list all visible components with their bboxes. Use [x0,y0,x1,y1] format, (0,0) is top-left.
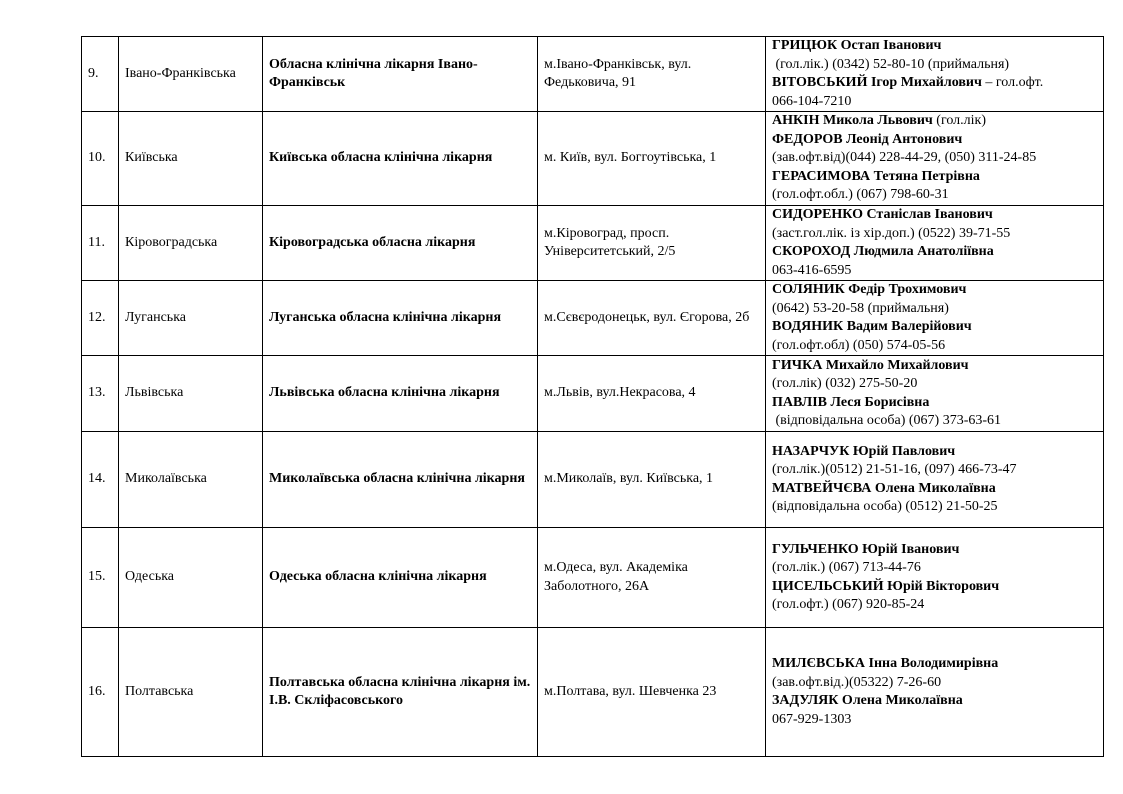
contact-info: (зав.офт.від)(044) 228-44-29, (050) 311-24-85 [772,150,1037,166]
contact-name: ПАВЛІВ Леся Борисівна [772,394,930,410]
row-number: 16. [82,628,119,757]
contact-info: 066-104-7210 [772,93,852,109]
table-row [82,112,1104,206]
contact-info: (0642) 53-20-58 (приймальня) [772,300,949,316]
region-cell: Івано-Франківська [119,37,263,112]
contact-info: (гол.лік.) (0342) 52-80-10 (приймальня) [772,56,1010,72]
address-cell: м.Миколаїв, вул. Київська, 1 [538,432,766,528]
contact-info: 063-416-6595 [772,262,852,278]
contact-name: ВОДЯНИК Вадим Валерійович [772,319,972,334]
hospital-cell: Полтавська обласна клінічна лікарня ім. І.В. Скліфасовського [263,628,538,757]
address-cell: м.Львів, вул.Некрасова, 4 [538,356,766,432]
region-cell: Одеська [119,528,263,628]
table-row [82,528,1104,628]
contact-name: МИЛЄВСЬКА Інна Володимирівна [772,656,999,671]
contact-name: ЦИСЕЛЬСЬКИЙ Юрій Вікторович [772,578,1000,594]
row-number: 10. [82,112,119,206]
table-row [82,206,1104,281]
hospital-cell: Миколаївська обласна клінічна лікарня [263,432,538,528]
table-row [82,628,1104,757]
address-cell: м.Кіровоград, просп. Університетський, 2/5 [538,206,766,281]
contact-name: СИДОРЕНКО Станіслав Іванович [772,207,993,222]
hospital-table [81,36,1104,757]
contact-info: (гол.офт.) (067) 920-85-24 [772,597,925,612]
row-number: 13. [82,356,119,432]
contacts-cell [766,112,1104,206]
contact-info: (гол.лік.)(0512) 21-51-16, (097) 466-73-47 [772,462,1017,477]
hospital-cell: Кіровоградська обласна лікарня [263,206,538,281]
region-cell: Кіровоградська [119,206,263,281]
table-row [82,432,1104,528]
contacts-cell [766,628,1104,757]
hospital-cell: Київська обласна клінічна лікарня [263,112,538,206]
row-number: 9. [82,37,119,112]
contact-info: (гол.офт.обл) (050) 574-05-56 [772,337,946,353]
contact-name: ГРИЦЮК Остап Іванович [772,38,942,53]
contact-info: (гол.лік) (032) 275-50-20 [772,376,918,391]
address-cell: м.Полтава, вул. Шевченка 23 [538,628,766,757]
contact-name: ГЕРАСИМОВА Тетяна Петрівна [772,168,980,184]
contact-info: (відповідальна особа) (067) 373-63-61 [772,413,1002,428]
region-cell: Луганська [119,281,263,356]
row-number: 12. [82,281,119,356]
contact-name: ЗАДУЛЯК Олена Миколаївна [772,693,963,708]
contact-info: (гол.лік.) (067) 713-44-76 [772,560,921,575]
contact-name: МАТВЕЙЧЄВА Олена Миколаївна [772,480,996,496]
contact-name: СОЛЯНИК Федір Трохимович [772,282,967,297]
contact-info: (заст.гол.лік. із хір.доп.) (0522) 39-71-55 [772,225,1011,241]
table-row [82,281,1104,356]
row-number: 14. [82,432,119,528]
contact-name: ФЕДОРОВ Леонід Антонович [772,131,963,147]
contact-info: (відповідальна особа) (0512) 21-50-25 [772,499,998,514]
hospital-cell: Львівська обласна клінічна лікарня [263,356,538,432]
row-number: 11. [82,206,119,281]
contact-info: – гол.офт. [981,75,1044,90]
contact-info: (гол.офт.обл.) (067) 798-60-31 [772,187,949,203]
region-cell: Львівська [119,356,263,432]
contacts-cell [766,528,1104,628]
contacts-cell [766,206,1104,281]
contact-name: СКОРОХОД Людмила Анатоліївна [772,244,994,259]
hospital-cell: Одеська обласна клінічна лікарня [263,528,538,628]
contact-info: (зав.офт.від.)(05322) 7-26-60 [772,674,942,690]
contact-info: (гол.лік) [932,113,986,129]
row-number: 15. [82,528,119,628]
table-row [82,356,1104,432]
address-cell: м.Одеса, вул. Академіка Заболотного, 26А [538,528,766,628]
contact-name: АНКІН Микола Львович [772,113,933,129]
contact-name: ГУЛЬЧЕНКО Юрій Іванович [772,541,960,557]
region-cell: Миколаївська [119,432,263,528]
contacts-cell [766,356,1104,432]
contacts-cell [766,432,1104,528]
contacts-cell [766,281,1104,356]
address-cell: м.Сєвєродонецьк, вул. Єгорова, 2б [538,281,766,356]
contact-name: НАЗАРЧУК Юрій Павлович [772,443,956,459]
contact-name: ВІТОВСЬКИЙ Ігор Михайлович [772,75,982,90]
address-cell: м.Івано-Франківськ, вул. Федьковича, 91 [538,37,766,112]
region-cell: Полтавська [119,628,263,757]
address-cell: м. Київ, вул. Боггоутівська, 1 [538,112,766,206]
hospital-cell: Луганська обласна клінічна лікарня [263,281,538,356]
hospital-cell: Обласна клінічна лікарня Івано-Франківськ [263,37,538,112]
region-cell: Київська [119,112,263,206]
contact-info: 067-929-1303 [772,711,852,727]
table-row [82,37,1104,112]
contacts-cell [766,37,1104,112]
contact-name: ГИЧКА Михайло Михайлович [772,357,969,373]
